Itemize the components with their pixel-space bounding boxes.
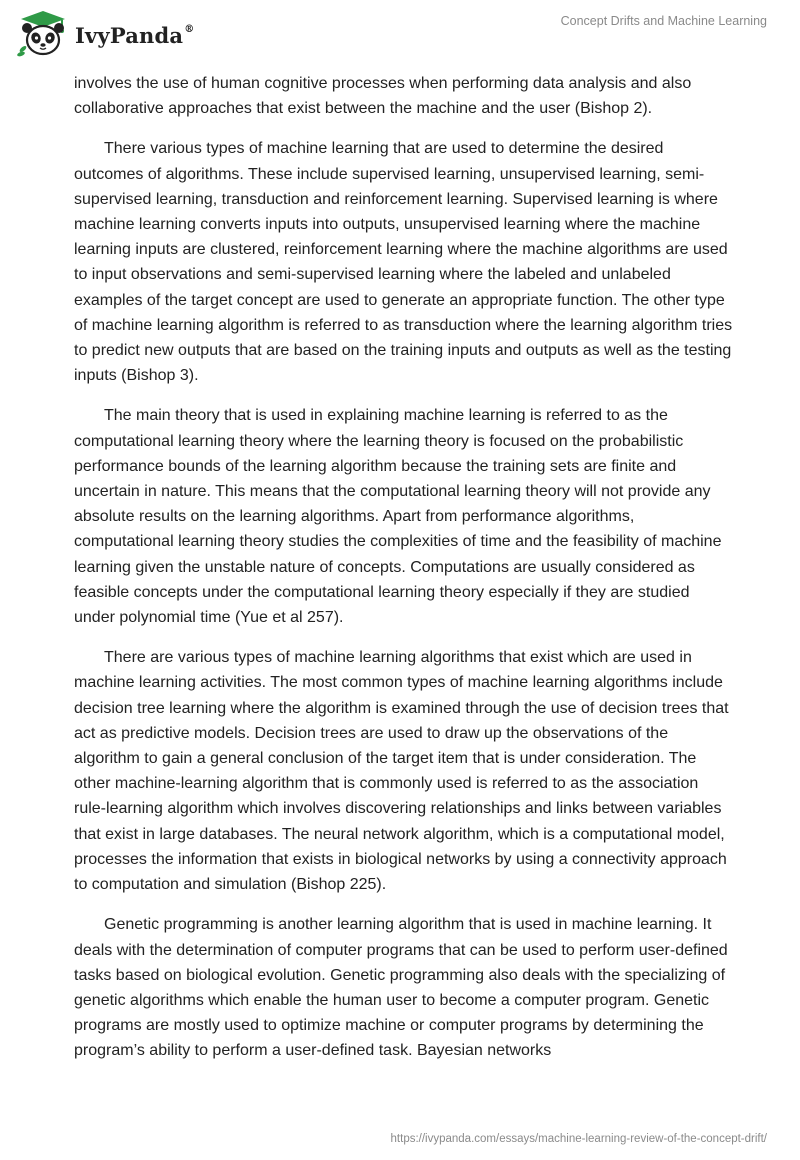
essay-body (74, 71, 734, 1079)
paragraph: involves the use of human cognitive processes when performing data analysis and also collaborative approaches that exist between the machine and the user (Bishop 2). (74, 75, 692, 118)
paragraph: The main theory that is used in explaining machine learning is referred to as the computational learning theory where the learning theory is focused on the probabilistic performance bounds of the learning algorithm because the training sets are finite and uncertain in nature. This means that the computational learning theory will not provide any absolute results on the learning algorithms. Apart from performance algorithms, computational learning theory studies the complexities of time and the feasibility of machine learning given the unstable nature of concepts. Computations are usually considered as feasible concepts under the computational learning theory especially if they are studied under polynomial time (Yue et al 257). (74, 407, 722, 627)
page-header (0, 0, 800, 70)
document-title: Concept Drifts and Machine Learning (560, 14, 767, 28)
ivypanda-logo[interactable] (15, 9, 194, 59)
paragraph: There are various types of machine learning algorithms that exist which are used in machine learning activities. The most common types of machine learning algorithms include decision tree learning where the algorithm is examined through the use of decision trees that act as predictive models. Decision trees are used to draw up the observations of the algorithm to gain a general conclusion of the target item that is under consideration. The other machine-learning algorithm that is commonly used is referred to as the association rule-learning algorithm which involves discovering relationships and links between variables that exist in large databases. The neural network algorithm, which is a computational model, processes the information that exists in biological networks by using a connectivity approach to computation and simulation (Bishop 225). (74, 649, 729, 894)
panda-graduation-cap-icon (15, 9, 71, 59)
paragraph: There various types of machine learning that are used to determine the desired outcomes of algorithms. These include supervised learning, unsupervised learning, semi-supervised learning, transduction and reinforcement learning. Supervised learning is where machine learning converts inputs into outputs, unsupervised learning where the machine learning inputs are clustered, reinforcement learning where the machine algorithms are used to input observations and semi-supervised learning where the labeled and unlabeled examples of the target concept are used to generate an appropriate function. The other type of machine learning algorithm is referred to as transduction where the learning algorithm tries to predict new outputs that are based on the training inputs and outputs as well as the testing inputs (Bishop 3). (74, 140, 733, 385)
source-url[interactable]: https://ivypanda.com/essays/machine-learning-review-of-the-concept-drift/ (390, 1133, 767, 1145)
paragraph: Genetic programming is another learning algorithm that is used in machine learning. It deals with the determination of computer programs that can be used to perform user-defined tasks based on biological evolution. Genetic programming also deals with the specializing of genetic algorithms which enable the human user to become a computer program. Genetic programs are mostly used to optimize machine or computer programs by determining the program’s ability to perform a user-defined task. Bayesian networks (74, 916, 728, 1060)
brand-name: IvyPanda® (75, 22, 195, 48)
